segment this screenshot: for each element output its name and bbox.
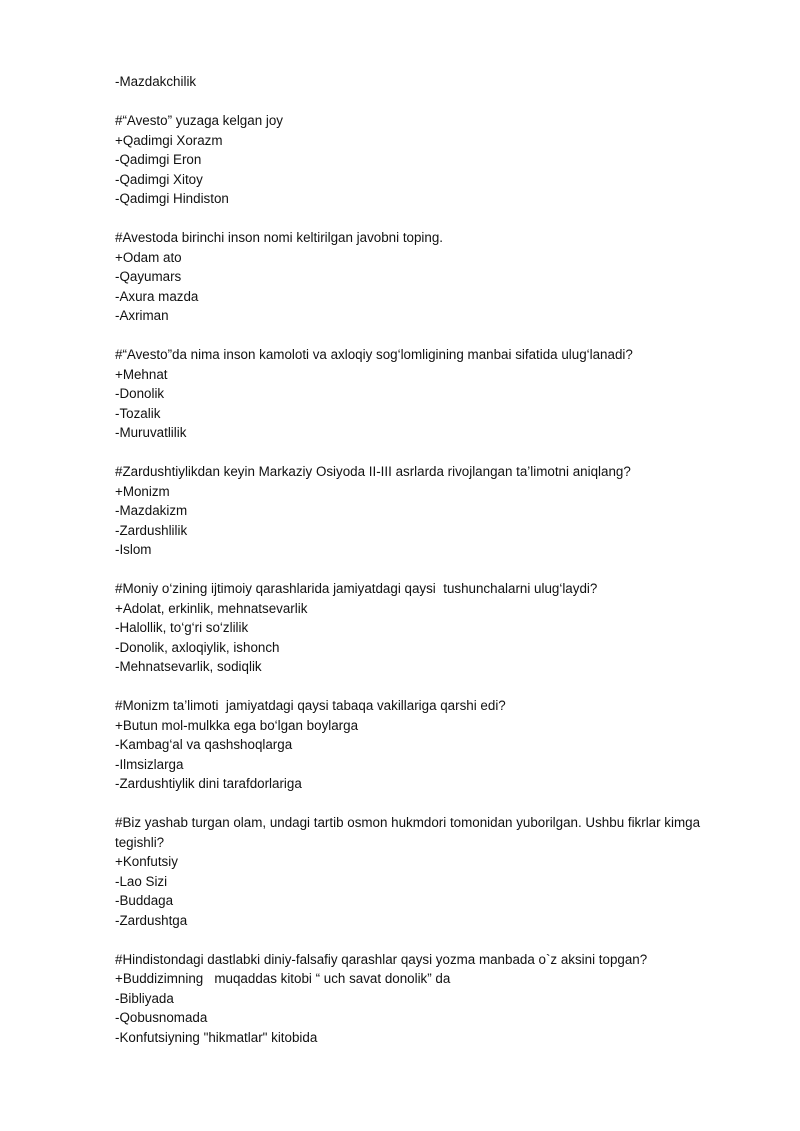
answer-option: -Islom — [115, 542, 152, 557]
answer-option: -Donolik — [115, 386, 165, 401]
answer-option: -Axura mazda — [115, 288, 199, 304]
question-text: #Hindistondagi dastlabki diniy-falsafiy qarashlar qaysi yozma manbada o`z aksini topgan? — [115, 951, 648, 967]
answer-option: -Tozalik — [115, 405, 161, 421]
answer-option: -Qadimgi Hindiston — [115, 191, 229, 206]
question-block — [115, 228, 725, 326]
answer-option: -Qayumars — [115, 269, 182, 284]
question-text: #“Avesto”da nima inson kamoloti va axloqiy sog‘lomligining manbai sifatida ulug‘lanadi? — [115, 347, 633, 362]
question-block — [115, 579, 725, 677]
question-block — [115, 111, 725, 209]
answer-option: +Buddizimning muqaddas kitobi “ uch savat donolik” da — [115, 971, 451, 986]
answer-option: -Zardushtga — [115, 912, 188, 928]
answer-option: -Qobusnomada — [115, 1010, 208, 1025]
answer-option: +Odam ato — [115, 249, 182, 265]
answer-option: -Donolik, axloqiylik, ishonch — [115, 639, 280, 655]
question-text: #Zardushtiylikdan keyin Markaziy Osiyoda II-III asrlarda rivojlangan ta’limotni aniqlang? — [115, 464, 631, 479]
answer-option: -Buddaga — [115, 893, 174, 908]
answer-option: -Bibliyada — [115, 990, 174, 1006]
answer-option: -Ilmsizlarga — [115, 756, 184, 772]
answer-option: +Mehnat — [115, 366, 168, 382]
answer-option: +Monizm — [115, 483, 170, 499]
document-page — [115, 72, 725, 1047]
answer-option: -Mazdakizm — [115, 503, 188, 518]
answer-option: -Axriman — [115, 308, 169, 323]
question-block — [115, 345, 725, 443]
answer-option: -Lao Sizi — [115, 873, 168, 889]
answer-option: -Konfutsiyning "hikmatlar" kitobida — [115, 1029, 318, 1045]
answer-option: +Qadimgi Xorazm — [115, 132, 223, 148]
question-block — [115, 950, 725, 1048]
answer-option: -Kambag‘al va qashshoqlarga — [115, 737, 293, 752]
question-block — [115, 462, 725, 560]
question-text: #“Avesto” yuzaga kelgan joy — [115, 113, 283, 128]
answer-option: +Konfutsiy — [115, 854, 178, 869]
answer-option: -Qadimgi Eron — [115, 152, 202, 167]
answer-option: -Halollik, to‘g‘ri so‘zlilik — [115, 620, 249, 635]
question-text: #Avestoda birinchi inson nomi keltirilgan javobni toping. — [115, 230, 444, 245]
question-block — [115, 696, 725, 794]
answer-option: -Mehnatsevarlik, sodiqlik — [115, 659, 262, 674]
answer-option: -Muruvatlilik — [115, 425, 187, 440]
question-block — [115, 813, 725, 930]
intro-line: -Mazdakchilik — [115, 74, 197, 89]
answer-option: +Butun mol-mulkka ega bo‘lgan boylarga — [115, 717, 359, 733]
answer-option: -Zardushtiylik dini tarafdorlariga — [115, 776, 302, 791]
question-text: #Moniy o‘zining ijtimoiy qarashlarida jamiyatdagi qaysi tushunchalarni ulug‘laydi? — [115, 581, 598, 596]
answer-option: -Zardushlilik — [115, 522, 188, 538]
answer-option: +Adolat, erkinlik, mehnatsevarlik — [115, 600, 308, 616]
answer-option: -Qadimgi Xitoy — [115, 171, 203, 187]
question-text: #Biz yashab turgan olam, undagi tartib osmon hukmdori tomonidan yuborilgan. Ushbu fikrlar kimga tegishli? — [115, 815, 704, 850]
question-text: #Monizm ta’limoti jamiyatdagi qaysi tabaqa vakillariga qarshi edi? — [115, 698, 506, 713]
